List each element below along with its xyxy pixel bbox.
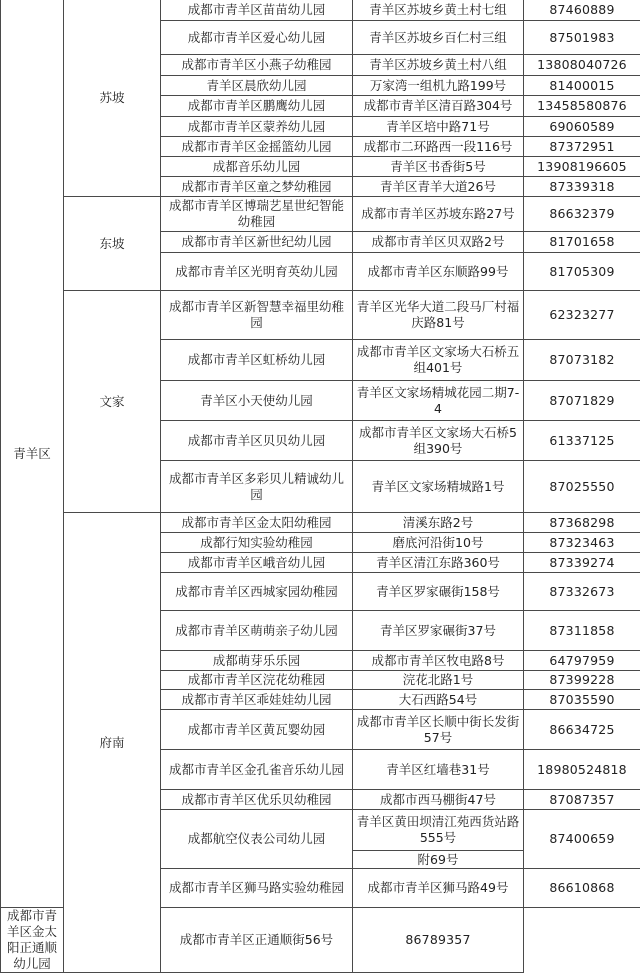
kindergarten-address-extra: 附69号 (353, 851, 524, 869)
table-row (1, 513, 640, 533)
kindergarten-name: 成都市青羊区新世纪幼儿园 (161, 232, 353, 253)
kindergarten-address: 青羊区黄田坝清江苑西货站路555号 (353, 810, 524, 851)
kindergarten-address: 青羊区红墙巷31号 (353, 750, 524, 790)
kindergarten-address: 青羊区苏坡乡黄土村七组 (353, 0, 524, 21)
table-row (1, 0, 640, 21)
kindergarten-phone: 87332673 (524, 573, 640, 611)
kindergarten-name: 成都市青羊区狮马路实验幼稚园 (161, 869, 353, 908)
kindergarten-phone: 81705309 (524, 253, 640, 291)
kindergarten-address: 青羊区培中路71号 (353, 117, 524, 137)
kindergarten-phone: 87323463 (524, 533, 640, 553)
kindergarten-phone: 69060589 (524, 117, 640, 137)
kindergarten-phone: 81400015 (524, 76, 640, 96)
kindergarten-phone: 87368298 (524, 513, 640, 533)
kindergarten-name: 成都市青羊区萌萌亲子幼儿园 (161, 611, 353, 651)
kindergarten-name: 成都市青羊区光明育英幼儿园 (161, 253, 353, 291)
district-cell: 青羊区 (1, 0, 64, 908)
kindergarten-address: 青羊区罗家碾街158号 (353, 573, 524, 611)
kindergarten-name: 成都市青羊区乖娃娃幼儿园 (161, 690, 353, 710)
kindergarten-address: 磨底河沿街10号 (353, 533, 524, 553)
area-cell: 文家 (64, 291, 161, 513)
kindergarten-name: 成都市青羊区西城家园幼稚园 (161, 573, 353, 611)
kindergarten-phone: 87372951 (524, 137, 640, 157)
kindergarten-phone: 87339318 (524, 177, 640, 197)
kindergarten-name: 成都音乐幼儿园 (161, 157, 353, 177)
kindergarten-address: 成都市青羊区狮马路49号 (353, 869, 524, 908)
kindergarten-name: 成都市青羊区贝贝幼儿园 (161, 421, 353, 461)
kindergarten-phone: 87087357 (524, 790, 640, 810)
kindergarten-phone: 86634725 (524, 710, 640, 750)
kindergarten-name: 成都萌芽乐乐园 (161, 651, 353, 671)
kindergarten-phone: 87025550 (524, 461, 640, 513)
kindergarten-address: 浣花北路1号 (353, 671, 524, 690)
kindergarten-address: 成都市青羊区苏坡东路27号 (353, 197, 524, 232)
area-cell: 苏坡 (64, 0, 161, 197)
kindergarten-phone: 62323277 (524, 291, 640, 340)
kindergarten-address: 成都市青羊区贝双路2号 (353, 232, 524, 253)
kindergarten-address: 成都市青羊区牧电路8号 (353, 651, 524, 671)
kindergarten-address: 青羊区光华大道二段马厂村福庆路81号 (353, 291, 524, 340)
kindergarten-address: 青羊区文家场精城花园二期7-4 (353, 381, 524, 421)
kindergarten-name: 成都市青羊区蒙养幼儿园 (161, 117, 353, 137)
kindergarten-phone: 87339274 (524, 553, 640, 573)
kindergarten-address: 青羊区苏坡乡黄土村八组 (353, 55, 524, 76)
kindergarten-name: 成都市青羊区金孔雀音乐幼儿园 (161, 750, 353, 790)
kindergarten-address: 成都市二环路西一段116号 (353, 137, 524, 157)
kindergarten-phone: 87035590 (524, 690, 640, 710)
kindergarten-phone: 86789357 (353, 908, 524, 973)
kindergarten-address: 青羊区文家场精城路1号 (353, 461, 524, 513)
kindergarten-address: 成都市青羊区文家场大石桥五组401号 (353, 340, 524, 381)
kindergarten-phone: 13908196605 (524, 157, 640, 177)
kindergarten-phone: 87400659 (524, 810, 640, 869)
kindergarten-name: 成都市青羊区多彩贝儿精诚幼儿园 (161, 461, 353, 513)
kindergarten-phone: 13458580876 (524, 96, 640, 117)
kindergarten-address: 成都市青羊区长顺中街长发街57号 (353, 710, 524, 750)
kindergarten-name: 成都市青羊区金摇篮幼儿园 (161, 137, 353, 157)
kindergarten-name: 青羊区小天使幼儿园 (161, 381, 353, 421)
kindergarten-address: 大石西路54号 (353, 690, 524, 710)
kindergarten-phone: 18980524818 (524, 750, 640, 790)
kindergarten-phone: 87071829 (524, 381, 640, 421)
kindergarten-phone: 87073182 (524, 340, 640, 381)
kindergarten-name: 成都市青羊区黄瓦婴幼园 (161, 710, 353, 750)
table-row (1, 291, 640, 340)
table-row (1, 197, 640, 232)
kindergarten-address: 青羊区清江东路360号 (353, 553, 524, 573)
kindergarten-name: 成都市青羊区新智慧幸福里幼稚园 (161, 291, 353, 340)
kindergarten-address: 青羊区书香街5号 (353, 157, 524, 177)
kindergarten-address: 成都市青羊区东顺路99号 (353, 253, 524, 291)
kindergarten-name: 成都市青羊区小燕子幼稚园 (161, 55, 353, 76)
kindergarten-name: 成都行知实验幼稚园 (161, 533, 353, 553)
kindergarten-name: 成都市青羊区金太阳幼稚园 (161, 513, 353, 533)
kindergarten-name: 成都市青羊区苗苗幼儿园 (161, 0, 353, 21)
kindergarten-name: 成都市青羊区优乐贝幼稚园 (161, 790, 353, 810)
kindergarten-name: 成都市青羊区浣花幼稚园 (161, 671, 353, 690)
kindergarten-address: 万家湾一组机九路199号 (353, 76, 524, 96)
kindergarten-phone: 81701658 (524, 232, 640, 253)
kindergarten-phone: 61337125 (524, 421, 640, 461)
kindergarten-address: 成都市青羊区正通顺街56号 (161, 908, 353, 973)
area-cell: 东坡 (64, 197, 161, 291)
kindergarten-name: 成都市青羊区童之梦幼稚园 (161, 177, 353, 197)
kindergarten-phone: 87501983 (524, 21, 640, 55)
area-cell: 府南 (64, 513, 161, 973)
kindergarten-name: 青羊区晨欣幼儿园 (161, 76, 353, 96)
kindergarten-address: 成都市青羊区清百路304号 (353, 96, 524, 117)
kindergarten-phone: 86632379 (524, 197, 640, 232)
kindergarten-phone: 87460889 (524, 0, 640, 21)
kindergarten-address: 青羊区青羊大道26号 (353, 177, 524, 197)
kindergarten-phone: 87311858 (524, 611, 640, 651)
kindergarten-name: 成都市青羊区金太阳正通顺幼儿园 (1, 908, 64, 973)
kindergarten-phone: 86610868 (524, 869, 640, 908)
kindergarten-address: 青羊区苏坡乡百仁村三组 (353, 21, 524, 55)
kindergarten-name: 成都市青羊区博瑞艺星世纪智能幼稚园 (161, 197, 353, 232)
kindergarten-name: 成都市青羊区爱心幼儿园 (161, 21, 353, 55)
kindergarten-address: 成都市西马棚街47号 (353, 790, 524, 810)
kindergarten-phone: 13808040726 (524, 55, 640, 76)
kindergarten-phone: 64797959 (524, 651, 640, 671)
kindergarten-phone: 87399228 (524, 671, 640, 690)
kindergarten-address: 成都市青羊区文家场大石桥5组390号 (353, 421, 524, 461)
kindergarten-name: 成都航空仪表公司幼儿园 (161, 810, 353, 869)
kindergarten-address: 青羊区罗家碾街37号 (353, 611, 524, 651)
kindergarten-address: 清溪东路2号 (353, 513, 524, 533)
kindergarten-name: 成都市青羊区鹏鹰幼儿园 (161, 96, 353, 117)
kindergarten-name: 成都市青羊区峨音幼儿园 (161, 553, 353, 573)
kindergarten-name: 成都市青羊区虹桥幼儿园 (161, 340, 353, 381)
